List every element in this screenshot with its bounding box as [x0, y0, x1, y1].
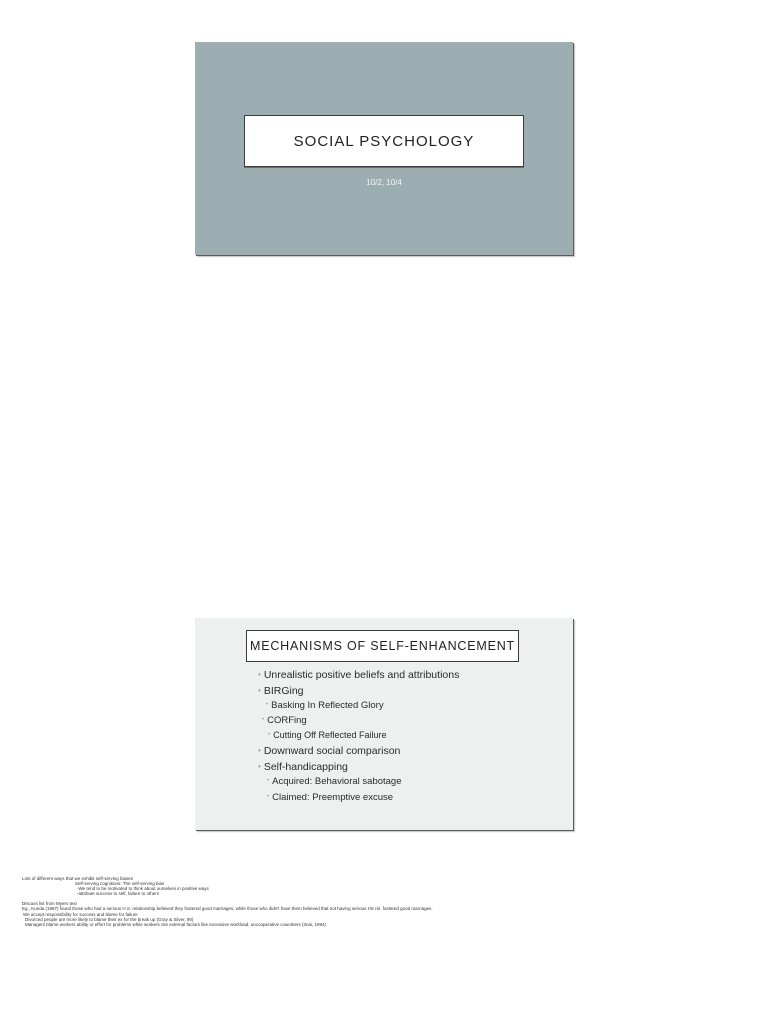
bullet-icon: • — [268, 732, 271, 738]
slide-1-title-box — [244, 115, 524, 167]
notes-line: We accept responsibility for success and blame for failure — [23, 911, 138, 917]
slide-1 — [195, 42, 573, 255]
bullet-item: • BIRGing — [258, 685, 304, 697]
bullet-icon: • — [262, 717, 265, 723]
slide-1-subtitle: 10/2, 10/4 — [366, 178, 402, 187]
notes-line: Managers blame workers ability or effort for problems while workers cite external factors like excessive workload, uncooperative coworkers (Imai, 1994) — [25, 921, 327, 927]
bullet-item: • Unrealistic positive beliefs and attributions — [258, 669, 460, 681]
notes-line: Lots of different ways that we exhibit self-serving biases — [22, 876, 133, 881]
notes-line: Discuss list from Myers text — [22, 901, 77, 907]
bullet-icon: • — [267, 778, 270, 784]
speaker-notes — [22, 876, 742, 927]
slide-1-title: SOCIAL PSYCHOLOGY — [293, 132, 475, 150]
bullet-item: • Self-handicapping — [258, 761, 348, 773]
bullet-icon: • — [258, 762, 261, 771]
sub-bullet-item: • Basking In Reflected Glory — [266, 700, 384, 711]
bullet-icon: • — [258, 670, 261, 679]
notes-line: Self-serving cognitions: The self-serving bias — [75, 881, 165, 887]
notes-line: Eg., Kunda (1987) found those who had a serious H.S. relationship believed they fostered good marriages, while those who didn't have them believed that not having serious HS rel. fostered good marriages. — [22, 906, 433, 912]
bullet-icon: • — [258, 746, 261, 755]
bullet-icon: • — [267, 794, 270, 800]
notes-line: -We tend to be motivated to think about ourselves in positive ways — [77, 886, 209, 892]
slide-2 — [195, 618, 573, 830]
bullet-icon: • — [266, 702, 269, 708]
sub-bullet-item: • Acquired: Behavioral sabotage — [267, 776, 402, 787]
bullet-item: • CORFing — [262, 715, 307, 726]
bullet-item: • Downward social comparison — [258, 745, 401, 757]
notes-line: Divorced people are more likely to blame their ex for the break up (Gray & Silver, 90) — [25, 916, 194, 922]
sub-bullet-item: • Claimed: Preemptive excuse — [267, 792, 394, 803]
slide-2-title: MECHANISMS OF SELF-ENHANCEMENT — [250, 639, 515, 653]
notes-line: -attribute success to self, failure to others — [77, 891, 160, 897]
bullet-icon: • — [258, 686, 261, 695]
slide-2-bullet-list — [195, 618, 573, 830]
sub-bullet-item: • Cutting Off Reflected Failure — [268, 730, 387, 740]
